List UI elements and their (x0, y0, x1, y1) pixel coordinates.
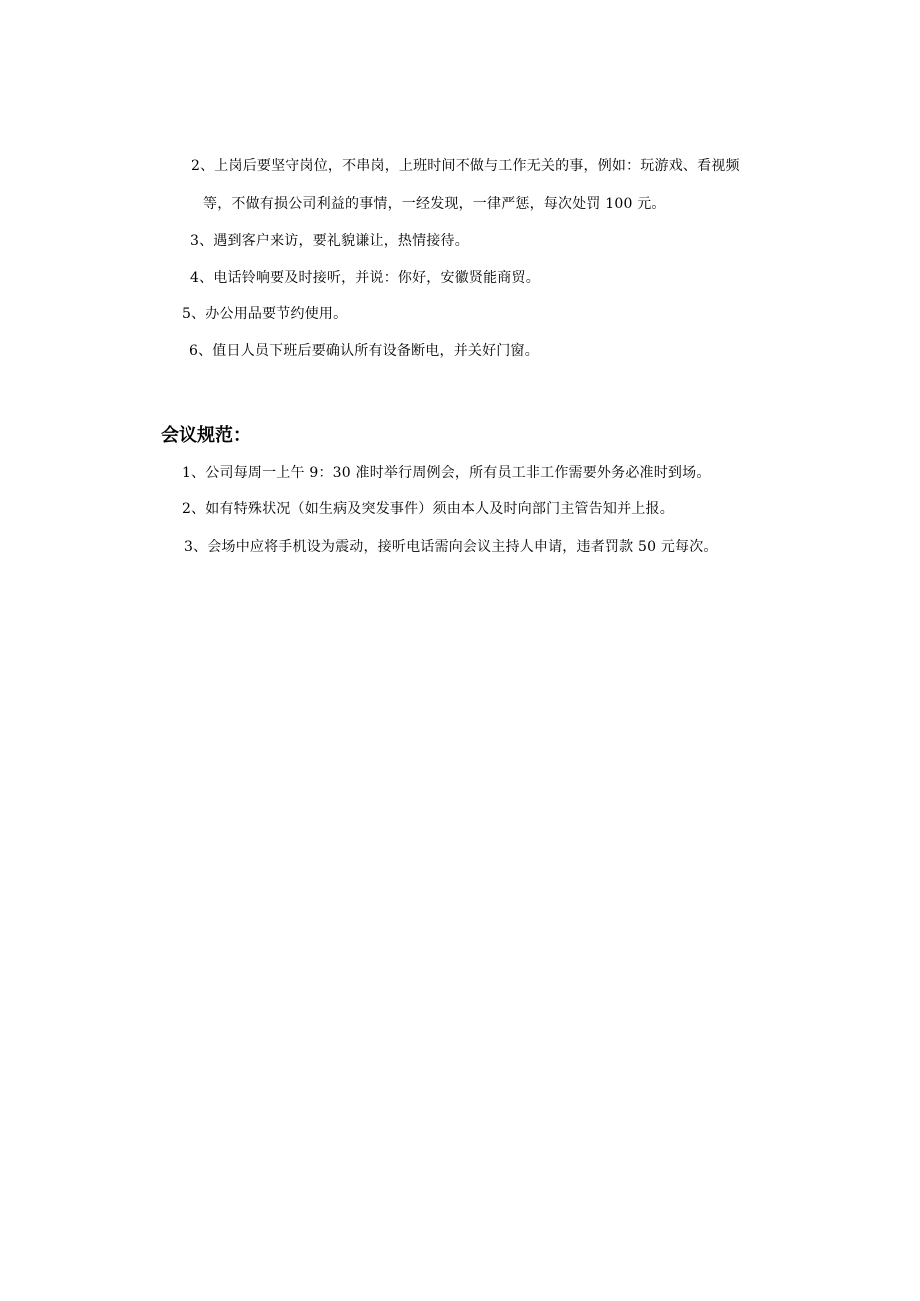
meeting-rule-item-3: 3、会场中应将手机设为震动，接听电话需向会议主持人申请，违者罚款 50 元每次。 (184, 539, 718, 555)
meeting-rule-item-1: 1、公司每周一上午 9：30 准时举行周例会，所有员工非工作需要外务必准时到场。 (182, 465, 711, 481)
meeting-rule-item-2: 2、如有特殊状况（如生病及突发事件）须由本人及时向部门主管告知并上报。 (182, 501, 674, 517)
section-heading-meeting-rules: 会议规范： (161, 425, 251, 446)
rule-item-3: 3、遇到客户来访，要礼貌谦让，热情接待。 (190, 233, 469, 249)
rule-item-5: 5、办公用品要节约使用。 (182, 306, 348, 322)
rule-item-6: 6、值日人员下班后要确认所有设备断电，并关好门窗。 (189, 343, 539, 359)
rule-item-2-line-2: 等，不做有损公司利益的事情，一经发现，一律严惩，每次处罚 100 元。 (203, 196, 666, 212)
rule-item-2-line-1: 2、上岗后要坚守岗位，不串岗，上班时间不做与工作无关的事，例如：玩游戏、看视频 (191, 158, 740, 174)
rule-item-4: 4、电话铃响要及时接听，并说：你好，安徽贤能商贸。 (190, 270, 540, 286)
